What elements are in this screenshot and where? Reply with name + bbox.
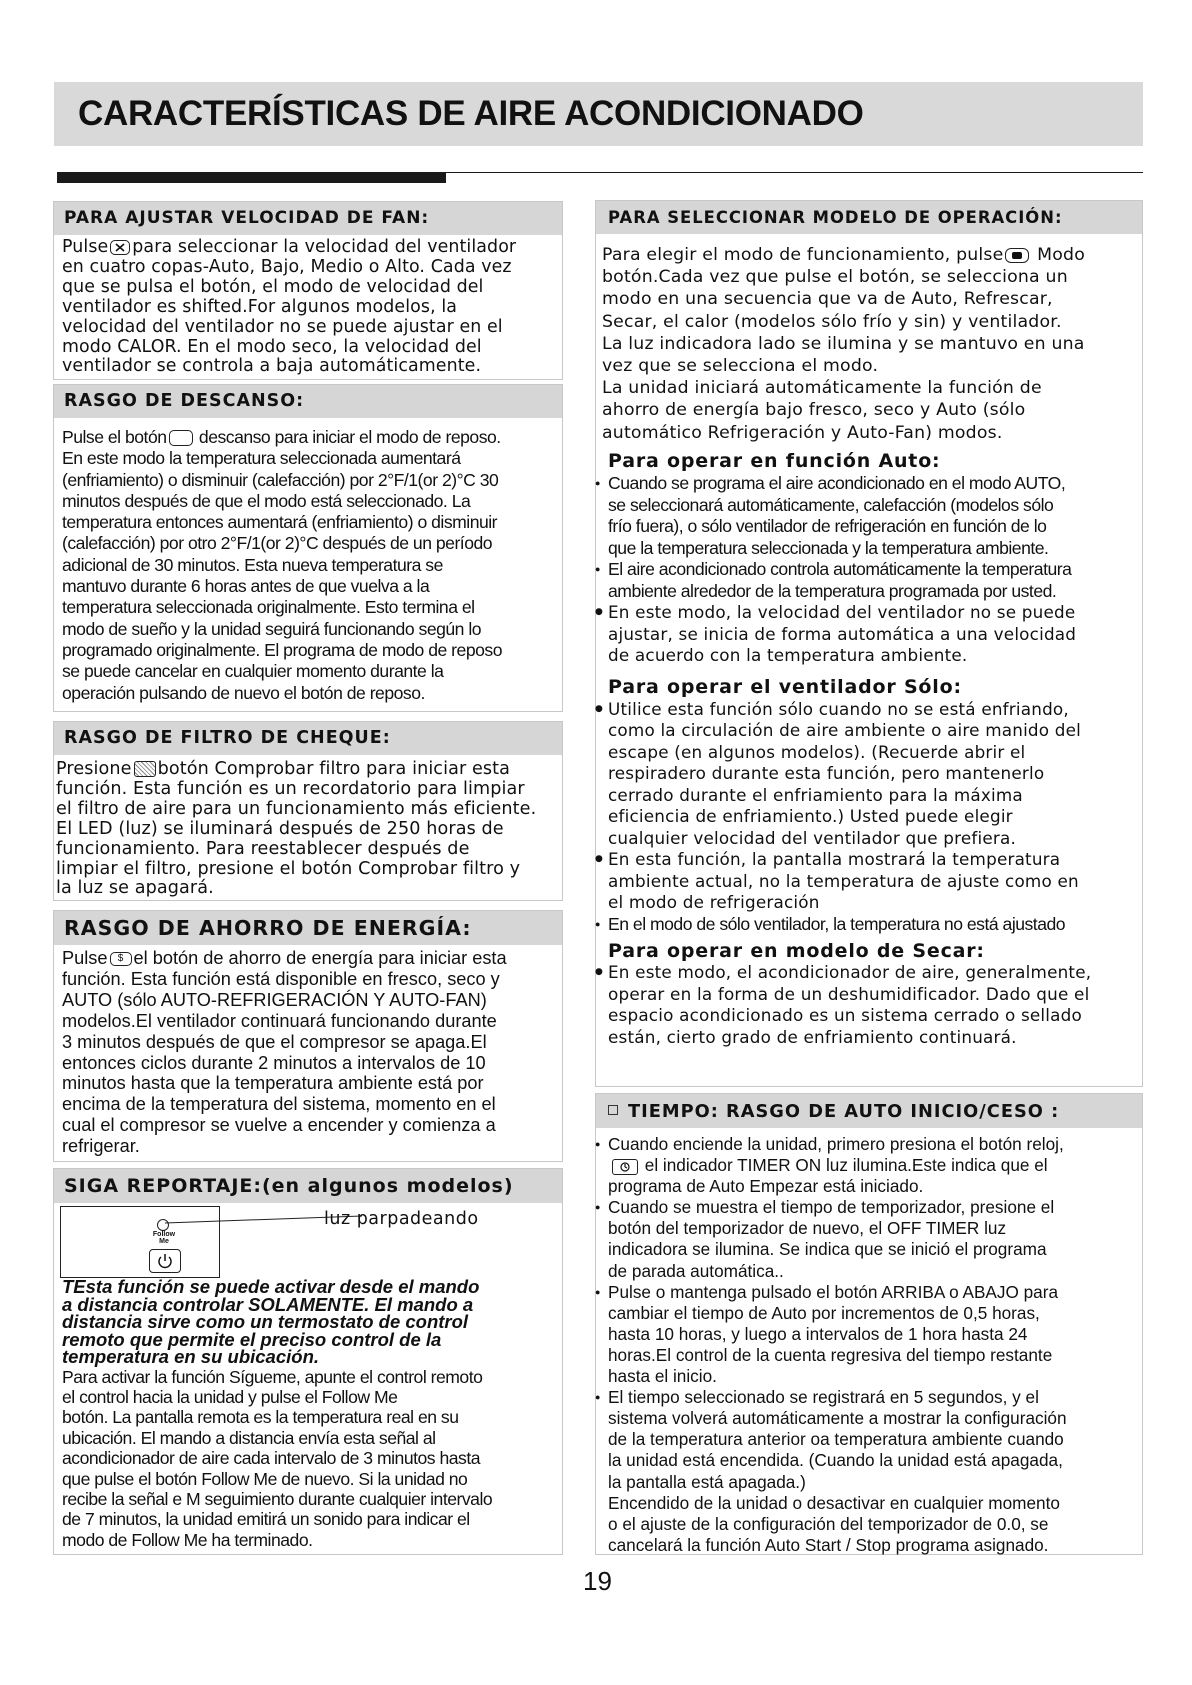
section-heading <box>596 1094 1142 1128</box>
text-line: de la temperatura anterior oa temperatura ambiente cuando <box>608 1429 1064 1450</box>
section-heading: SIGA REPORTAJE:(en algunos modelos) <box>54 1169 562 1203</box>
text-line: operar en la forma de un deshumidificador. Dado que el <box>608 983 1090 1004</box>
text-line: refrigerar. <box>62 1136 140 1157</box>
bullet-item <box>596 699 1142 850</box>
callout-text: luz parpadeando <box>324 1209 479 1229</box>
header-rule-thin <box>446 172 1143 173</box>
text-line: botón del temporizador de nuevo, el OFF TIMER luz <box>608 1218 1007 1239</box>
text-line: ● En el modo de sólo ventilador, la temperatura no está ajustado <box>608 913 1066 934</box>
page-title: CARACTERÍSTICAS DE AIRE ACONDICIONADO <box>78 94 864 133</box>
section-heading: PARA SELECCIONAR MODELO DE OPERACIÓN: <box>596 201 1142 234</box>
text-line: Pulse para seleccionar la velocidad del ventilador <box>62 237 517 257</box>
operation-mode-section <box>595 200 1143 1087</box>
power-icon <box>150 1250 180 1272</box>
text-line: adicional de 30 minutos. Esta nueva temperatura se <box>62 554 443 575</box>
bullet-item <box>596 1197 1142 1281</box>
text-line: entonces ciclos durante 2 minutos a intervalos de 10 <box>62 1052 486 1073</box>
text-line: El LED (luz) se iluminará después de 250 horas de <box>56 818 504 839</box>
text-line: minutos después de que el modo está seleccionado. La <box>62 490 471 511</box>
text-line: hasta 10 horas, y luego a intervalos de 1 hora hasta 24 <box>608 1323 1028 1344</box>
text-line: ● En esta función, la pantalla mostrará la temperatura <box>608 849 1061 870</box>
text-line: o el ajuste de la configuración del temporizador de 0.0, se <box>608 1513 1049 1534</box>
mode-icon <box>1005 248 1029 263</box>
auto-mode-list <box>596 473 1142 602</box>
text-line: En este modo la temperatura seleccionada aumentará <box>62 448 461 469</box>
power-button[interactable] <box>149 1249 181 1273</box>
text-line: cual el compresor se vuelve a encender y comienza a <box>62 1115 496 1136</box>
text-line: vez que se selecciona el modo. <box>602 356 879 377</box>
energy-save-icon: $ <box>110 952 132 966</box>
text-line: en cuatro copas-Auto, Bajo, Medio o Alto. Cada vez <box>62 256 512 277</box>
follow-me-label: Follow Me <box>152 1231 176 1245</box>
text-line: mantuvo durante 6 horas antes de que vuelva a la <box>62 576 430 597</box>
bullet-item <box>596 473 1142 559</box>
text-line: de parada automática.. <box>608 1260 784 1281</box>
text-line: (calefacción) por otro 2°F/1(or 2)°C después de un período <box>62 533 493 554</box>
section-heading: RASGO DE DESCANSO: <box>54 385 562 418</box>
text-line: Para activar la función Sígueme, apunte el control remoto <box>62 1366 483 1387</box>
fan-speed-section <box>53 201 563 380</box>
text-line: Secar, el calor (modelos sólo frío y sin) y ventilador. <box>602 311 1062 332</box>
text-line: el modo de refrigeración <box>608 892 820 913</box>
section-body <box>62 427 558 704</box>
text-line: modo CALOR. En el modo seco, la velocidad del <box>62 336 482 357</box>
energy-saving-section <box>53 910 563 1162</box>
text-line: programado originalmente. El programa de modo de reposo <box>62 639 502 660</box>
text-line: modelos.El ventilador continuará funcionando durante <box>62 1010 497 1031</box>
text-line: se seleccionará automáticamente, calefacción (modelos sólo <box>608 494 1054 515</box>
text-line: 3 minutos después de que el compresor se apaga.El <box>62 1031 487 1052</box>
moon-icon <box>169 430 193 446</box>
text-line: ambiente alrededor de la temperatura programada por usted. <box>608 580 1057 601</box>
text-line: cerrado durante el enfriamiento para la máxima <box>608 784 1023 805</box>
text-line: temperatura entonces aumentará (enfriamiento) o disminuir <box>62 512 498 533</box>
text-line: espacio acondicionado es un sistema cerrado o sellado <box>608 1005 1082 1026</box>
text-line: velocidad del ventilador no se puede ajustar en el <box>62 316 503 337</box>
text-line: ventilador es shifted.For algunos modelos, la <box>62 296 458 317</box>
emphasis-note <box>62 1278 558 1366</box>
text-line: (enfriamiento) o disminuir (calefacción) por 2°F/1(or 2)°C 30 <box>62 469 499 490</box>
header-rule-thick <box>57 172 446 183</box>
text-line: funcionamiento. Para reestablecer después de <box>56 838 470 859</box>
text-line: encima de la temperatura del sistema, momento en el <box>62 1094 496 1115</box>
text-line: temperatura en su ubicación. <box>62 1346 320 1367</box>
text-line: a distancia controlar SOLAMENTE. El mando a <box>62 1293 474 1315</box>
text-line: el filtro de aire para un funcionamiento más eficiente. <box>56 798 537 819</box>
timer-heading-text: TIEMPO: RASGO DE AUTO INICIO/CESO : <box>628 1101 1060 1122</box>
text-line: ● El aire acondicionado controla automáticamente la temperatura <box>608 559 1072 580</box>
text-line: cancelará la función Auto Start / Stop programa asignado. <box>608 1534 1049 1555</box>
bullet-item <box>596 962 1142 1048</box>
text-line: ● Cuando se muestra el tiempo de temporizador, presione el <box>608 1197 1055 1218</box>
bullet-item <box>596 1387 1142 1556</box>
text-line: como la circulación de aire ambiente o aire manido del <box>608 720 1082 741</box>
bullet-item <box>596 1134 1142 1197</box>
section-body <box>62 948 558 1157</box>
text-line: ambiente actual, no la temperatura de ajuste como en <box>608 870 1079 891</box>
text-line: función. Esta función es un recordatorio para limpiar <box>56 778 525 799</box>
text-line: eficiencia de enfriamiento.) Usted puede elegir <box>608 806 1013 827</box>
text-line: ahorro de energía bajo fresco, seco y Auto (sólo <box>602 400 1026 421</box>
text-line: Pulse $ el botón de ahorro de energía para iniciar esta <box>62 948 507 968</box>
text-line: indicadora se ilumina. Se indica que se inició el programa <box>608 1239 1047 1260</box>
text-line: están, cierto grado de enfriamiento continuará. <box>608 1026 1017 1047</box>
auto-mode-title: Para operar en función Auto: <box>608 449 941 472</box>
text-line: horas.El control de la cuenta regresiva del tiempo restante <box>608 1344 1053 1365</box>
section-heading: PARA AJUSTAR VELOCIDAD DE FAN: <box>54 202 562 235</box>
filter-icon <box>134 761 156 777</box>
section-body <box>596 1134 1142 1556</box>
timer-section <box>595 1093 1143 1555</box>
text-line: ● El tiempo seleccionado se registrará en 5 segundos, y el <box>608 1387 1039 1408</box>
text-line: respiradero durante esta función, pero mantenerlo <box>608 763 1045 784</box>
text-line: la unidad está encendida. (Cuando la unidad está apagada, <box>608 1450 1063 1471</box>
text-line: Encendido de la unidad o desactivar en cualquier momento <box>608 1492 1060 1513</box>
section-heading: RASGO DE FILTRO DE CHEQUE: <box>54 722 562 755</box>
checkbox-icon <box>608 1105 618 1115</box>
text-line: ● Pulse o mantenga pulsado el botón ARRIBA o ABAJO para <box>608 1281 1059 1302</box>
follow-me-text <box>62 1367 558 1551</box>
text-line: escape (en algunos modelos). (Recuerde abrir el <box>608 741 1026 762</box>
bullet-item <box>596 559 1142 602</box>
text-line: ventilador se controla a baja automáticamente. <box>62 356 482 377</box>
text-line: limpiar el filtro, presione el botón Comprobar filtro y <box>56 858 521 879</box>
check-filter-section <box>53 721 563 901</box>
text-line: ajustar, se inicia de forma automática a una velocidad <box>608 623 1077 644</box>
section-body <box>56 760 558 899</box>
text-line: Para elegir el modo de funcionamiento, pulse Modo <box>602 245 1085 265</box>
text-line: ubicación. El mando a distancia envía esta señal al <box>62 1427 436 1448</box>
text-line: que se pulsa el botón, el modo de velocidad del <box>62 276 484 297</box>
bullet-item <box>596 914 1142 936</box>
dry-mode-title: Para operar en modelo de Secar: <box>608 940 985 963</box>
text-line: Presione botón Comprobar filtro para iniciar esta <box>56 759 511 779</box>
text-line: TEsta función se puede activar desde el mando <box>62 1276 480 1297</box>
text-line: distancia sirve como un termostato de control <box>62 1311 469 1332</box>
follow-me-section <box>53 1168 563 1555</box>
text-line: que pulse el botón Follow Me de nuevo. Si la unidad no <box>62 1468 468 1489</box>
text-line: La luz indicadora lado se ilumina y se mantuvo en una <box>602 333 1085 354</box>
text-line: botón.Cada vez que pulse el botón, se selecciona un <box>602 267 1068 288</box>
text-line: se puede cancelar en cualquier momento durante la <box>62 661 444 682</box>
section-body <box>602 244 1142 1048</box>
bullet-item <box>596 849 1142 914</box>
text-line: la luz se apagará. <box>56 878 214 899</box>
text-line: ● Utilice esta función sólo cuando no se está enfriando, <box>608 698 1069 719</box>
text-line: ● Cuando enciende la unidad, primero presiona el botón reloj, <box>608 1134 1064 1154</box>
text-line: ● Cuando se programa el aire acondicionado en el modo AUTO, <box>608 473 1066 494</box>
text-line: recibe la señal e M seguimiento durante cualquier intervalo <box>62 1488 493 1509</box>
text-line: Pulse el botón descanso para iniciar el modo de reposo. <box>62 427 501 447</box>
page-header <box>54 82 1143 146</box>
text-line: cambiar el tiempo de Auto por incrementos de 0,5 horas, <box>608 1302 1040 1323</box>
text-line: de 7 minutos, la unidad emitirá un sonido para indicar el <box>62 1509 470 1530</box>
text-line: modo de sueño y la unidad seguirá funcionando según lo <box>62 618 482 639</box>
text-line: frío fuera), o sólo ventilador de refrigeración en función de lo <box>608 516 1047 537</box>
clock-button-icon <box>612 1159 638 1175</box>
text-line: acondicionador de aire cada intervalo de 3 minutos hasta <box>62 1448 480 1469</box>
text-line: botón. La pantalla remota es la temperatura real en su <box>62 1407 459 1428</box>
text-line: La unidad iniciará automáticamente la función de <box>602 378 1042 399</box>
text-line: modo de Follow Me ha terminado. <box>62 1529 313 1550</box>
text-line: hasta el inicio. <box>608 1366 717 1387</box>
text-line: AUTO (sólo AUTO-REFRIGERACIÓN Y AUTO-FAN) <box>62 989 487 1010</box>
text-line: remoto que permite el preciso control de la <box>62 1328 442 1350</box>
section-heading: RASGO DE AHORRO DE ENERGÍA: <box>54 911 562 945</box>
text-line: de acuerdo con la temperatura ambiente. <box>608 645 968 666</box>
page-number: 19 <box>583 1566 612 1596</box>
section-body <box>62 238 558 377</box>
text-line: función. Esta función está disponible en fresco, seco y <box>62 968 500 989</box>
text-line: minutos hasta que la temperatura ambiente está por <box>62 1073 484 1094</box>
text-line: cualquier velocidad del ventilador que prefiera. <box>608 827 1016 848</box>
text-line: programa de Auto Empezar está iniciado. <box>608 1176 924 1197</box>
text-line: que la temperatura seleccionada y la temperatura ambiente. <box>608 537 1049 558</box>
text-line: modo en una secuencia que va de Auto, Refrescar, <box>602 289 1053 310</box>
text-line: sistema volverá automáticamente a mostrar la configuración <box>608 1408 1067 1429</box>
text-line: automático Refrigeración y Auto-Fan) modos. <box>602 422 1003 443</box>
bullet-item <box>596 602 1142 667</box>
text-line: ● En este modo, la velocidad del ventilador no se puede <box>608 602 1076 623</box>
fan-icon <box>110 240 130 255</box>
bullet-item <box>596 1282 1142 1387</box>
text-line: operación pulsando de nuevo el botón de reposo. <box>62 682 425 703</box>
fan-only-title: Para operar el ventilador Sólo: <box>608 675 962 698</box>
text-line: la pantalla está apagada.) <box>608 1471 806 1492</box>
text-line: ● En este modo, el acondicionador de aire, generalmente, <box>608 962 1092 983</box>
text-line: el control hacia la unidad y pulse el Follow Me <box>62 1386 398 1407</box>
sleep-section <box>53 384 563 712</box>
text-line: el indicador TIMER ON luz ilumina.Este indica que el <box>608 1155 1142 1176</box>
section-body <box>62 1278 558 1550</box>
text-line: temperatura seleccionada originalmente. Esto termina el <box>62 597 475 618</box>
